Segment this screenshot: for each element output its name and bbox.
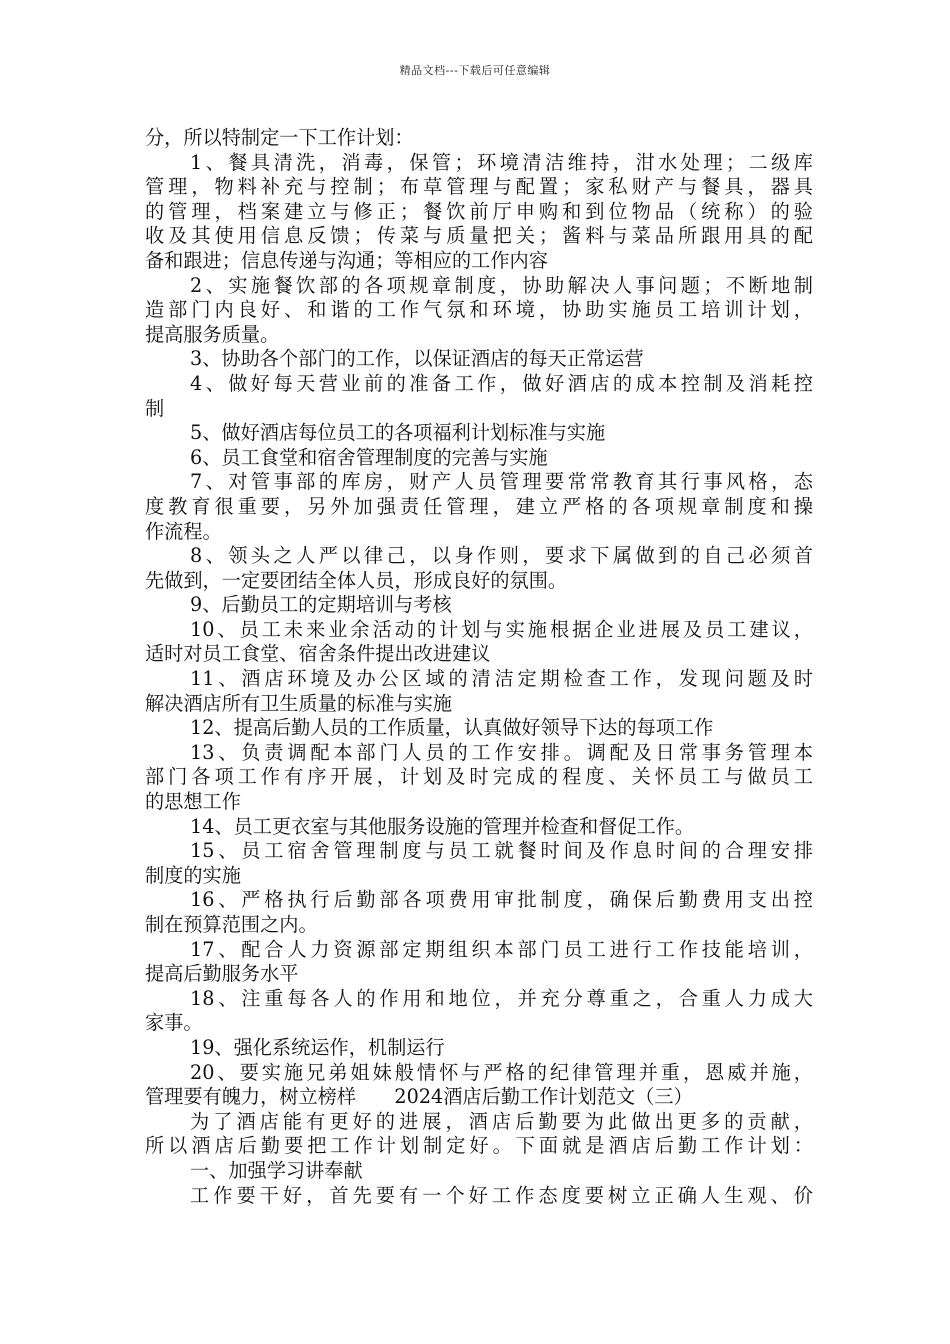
text-line: 管理，物料补充与控制；布草管理与配置；家私财产与餐具，器具: [145, 175, 813, 199]
text-line: 5、做好酒店每位员工的各项福利计划标准与实施: [190, 421, 606, 445]
text-line: 4、做好每天营业前的准备工作，做好酒店的成本控制及消耗控: [190, 371, 813, 395]
text-line: 13、负责调配本部门人员的工作安排。调配及日常事务管理本: [190, 740, 813, 764]
text-line: 11、酒店环境及办公区域的清洁定期检查工作，发现问题及时: [190, 667, 813, 691]
text-line: 备和跟进；信息传递与沟通；等相应的工作内容: [145, 248, 548, 272]
text-line: 20、要实施兄弟姐妹般情怀与严格的纪律管理并重，恩威并施，: [190, 1060, 813, 1084]
document-body: [145, 126, 813, 1208]
text-line: 1、餐具清洗，消毒，保管；环境清洁维持，泔水处理；二级库: [190, 150, 813, 174]
text-line: 15、员工宿舍管理制度与员工就餐时间及作息时间的合理安排: [190, 839, 813, 863]
text-line: 部门各项工作有序开展，计划及时完成的程度、关怀员工与做员工: [145, 765, 813, 789]
text-line: 3、协助各个部门的工作，以保证酒店的每天正常运营: [190, 347, 644, 371]
page-header: 精品文档---下载后可任意编辑: [399, 64, 551, 77]
text-line: 度教育很重要，另外加强责任管理，建立严格的各项规章制度和操: [145, 494, 813, 518]
text-line: 为了酒店能有更好的进展，酒店后勤要为此做出更多的贡献，: [190, 1109, 813, 1133]
text-line: 先做到，一定要团结全体人员，形成良好的氛围。: [145, 568, 568, 592]
text-line: 所以酒店后勤要把工作计划制定好。下面就是酒店后勤工作计划：: [145, 1134, 813, 1158]
text-line: 10、员工未来业余活动的计划与实施根据企业进展及员工建议，: [190, 617, 813, 641]
text-line: 家事。: [145, 1011, 203, 1035]
text-line: 解决酒店所有卫生质量的标准与实施: [145, 691, 452, 715]
text-line: 8、领头之人严以律己，以身作则，要求下属做到的自己必须首: [190, 544, 813, 568]
text-line: 18、注重每各人的作用和地位，并充分尊重之，合重人力成大: [190, 986, 813, 1010]
text-line: 管理要有魄力，树立榜样 2024酒店后勤工作计划范文（三）: [145, 1085, 693, 1109]
text-line: 17、配合人力资源部定期组织本部门员工进行工作技能培训，: [190, 937, 813, 961]
text-line: 16、严格执行后勤部各项费用审批制度，确保后勤费用支出控: [190, 888, 813, 912]
text-line: 造部门内良好、和谐的工作气氛和环境，协助实施员工培训计划，: [145, 298, 813, 322]
text-line: 制度的实施: [145, 863, 241, 887]
text-line: 适时对员工食堂、宿舍条件提出改进建议: [145, 642, 491, 666]
text-line: 制: [145, 396, 165, 420]
text-line: 收及其使用信息反馈；传菜与质量把关；酱料与菜品所跟用具的配: [145, 224, 813, 248]
text-line: 作流程。: [145, 519, 222, 543]
text-line: 提高服务质量。: [145, 322, 280, 346]
text-line: 14、员工更衣室与其他服务设施的管理并检查和督促工作。: [190, 814, 695, 838]
text-line: 6、员工食堂和宿舍管理制度的完善与实施: [190, 445, 548, 469]
text-line: 的管理，档案建立与修正；餐饮前厅申购和到位物品（统称）的验: [145, 199, 813, 223]
text-line: 19、强化系统运作，机制运行: [190, 1035, 445, 1059]
text-line: 制在预算范围之内。: [145, 913, 318, 936]
text-line: 7、对管事部的库房，财产人员管理要常常教育其行事风格，态: [190, 470, 813, 494]
text-line: 12、提高后勤人员的工作质量，认真做好领导下达的每项工作: [190, 716, 714, 740]
text-line: 工作要干好，首先要有一个好工作态度要树立正确人生观、价: [190, 1183, 813, 1207]
text-line: 分，所以特制定一下工作计划：: [145, 126, 414, 149]
text-line: 的思想工作: [145, 790, 241, 814]
text-line: 一、加强学习讲奉献: [190, 1158, 363, 1182]
text-line: 提高后勤服务水平: [145, 962, 299, 986]
text-line: 2、实施餐饮部的各项规章制度，协助解决人事问题；不断地制: [190, 273, 813, 297]
text-line: 9、后勤员工的定期培训与考核: [190, 593, 452, 617]
